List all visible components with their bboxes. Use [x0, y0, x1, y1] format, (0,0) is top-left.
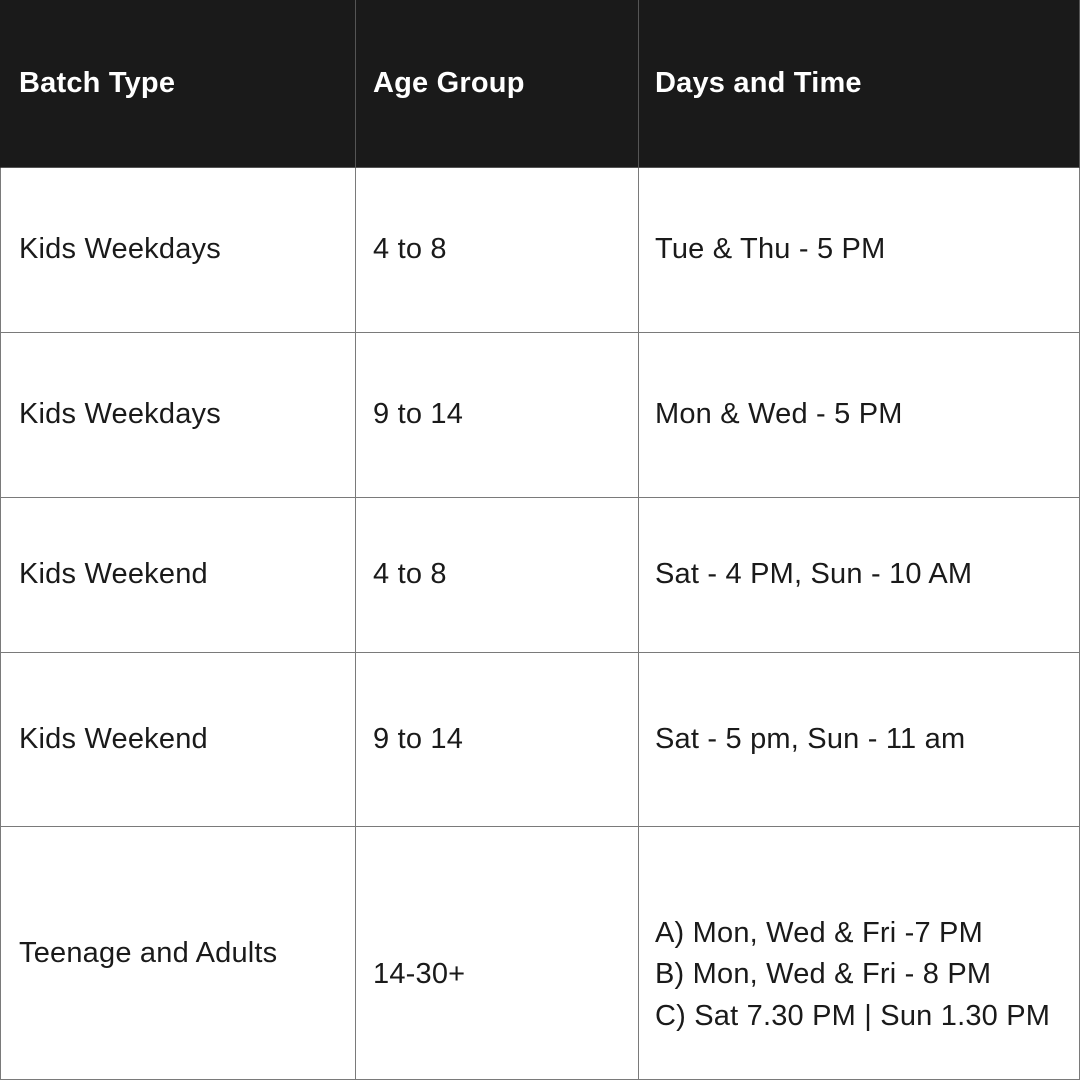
- cell-days-and-time-options: [639, 827, 1080, 1080]
- table-row: [0, 333, 1080, 498]
- header-days-and-time: Days and Time: [639, 0, 1080, 168]
- cell-batch-type: Kids Weekdays: [0, 333, 356, 498]
- cell-days-and-time: Sat - 5 pm, Sun - 11 am: [639, 653, 1080, 827]
- cell-days-and-time: Mon & Wed - 5 PM: [639, 333, 1080, 498]
- schedule-option-b: B) Mon, Wed & Fri - 8 PM: [655, 958, 992, 991]
- cell-days-and-time: Sat - 4 PM, Sun - 10 AM: [639, 498, 1080, 653]
- cell-age-group: 9 to 14: [356, 333, 639, 498]
- table-row: [0, 653, 1080, 827]
- table-row: [0, 168, 1080, 333]
- cell-age-group: 4 to 8: [356, 168, 639, 333]
- cell-age-group: 9 to 14: [356, 653, 639, 827]
- cell-batch-type: Kids Weekend: [0, 498, 356, 653]
- header-age-group: Age Group: [356, 0, 639, 168]
- cell-age-group: 14-30+: [356, 827, 639, 1080]
- schedule-option-a: A) Mon, Wed & Fri -7 PM: [655, 917, 983, 950]
- cell-days-and-time: Tue & Thu - 5 PM: [639, 168, 1080, 333]
- schedule-option-c: C) Sat 7.30 PM | Sun 1.30 PM: [655, 999, 1051, 1032]
- header-batch-type: Batch Type: [0, 0, 356, 168]
- table-header-row: [0, 0, 1080, 168]
- cell-age-group: 4 to 8: [356, 498, 639, 653]
- cell-batch-type: Kids Weekend: [0, 653, 356, 827]
- table-row: [0, 498, 1080, 653]
- table-row: [0, 827, 1080, 1080]
- cell-batch-type: Teenage and Adults: [0, 827, 356, 1080]
- cell-batch-type: Kids Weekdays: [0, 168, 356, 333]
